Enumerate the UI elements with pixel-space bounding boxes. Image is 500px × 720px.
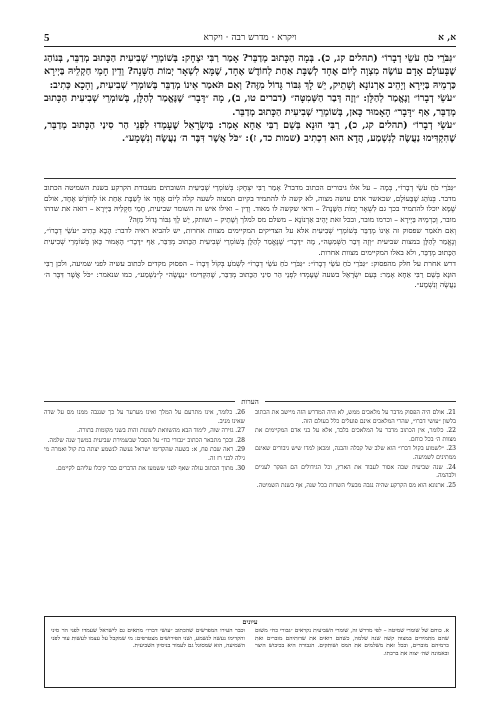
- main-midrash-text: [44, 52, 456, 146]
- main-paragraph-2: ״עֹשֵׂי דְבָרוֹ״ וְנֶאֱמַר לְהַלָּן: ״וְזֶה דְּבַר הַשְּׁמִטָּה״ (דברים טו, ב), מָה ״דָּבָר״ שֶׁנֶּאֱמַר לְהַלָּן, בְּשׁוֹמְרֵי שְׁבִיעִית הַכָּתוּב מְדַבֵּר, אַף ״דָּבָר״ הָאָמוּר כָּאן, בְּשׁוֹמְרֵי שְׁבִיעִית הַכָּתוּב מְדַבֵּר.: [44, 93, 456, 118]
- footnote: 22. כלומר, אין הכתוב מדבר על המלאכים בלבד, אלא על בני אדם המקיימים את מצוות ה׳ בכל כוחם.: [255, 427, 456, 443]
- footnotes-column-right: [255, 409, 456, 491]
- insights-columns: [45, 627, 455, 660]
- chapter-reference: א, א: [438, 33, 456, 43]
- notes-heading-label: הערות: [235, 398, 265, 406]
- footnote: 25. ארנונא הוא מס הקרקע שהיה נגבה מבעלי השדות בכל שנה, אף בשנת השמיטה.: [256, 481, 456, 489]
- running-title: ויקרא · מדרש רבה · ויקרא: [203, 33, 297, 43]
- main-divider: [44, 178, 456, 179]
- footnote: 28. ובכך מתבאר הכתוב ״גבורי כח״ על הסבל שבשמירת שביעית במשך שנה שלמה.: [47, 436, 245, 444]
- notes-heading: [0, 398, 500, 406]
- footnote: 24. שנה שביעית שבה אסור לעבוד את הארץ, וכל הגידולים הם הפקר לעניים ולבהמה.: [255, 463, 456, 480]
- commentary-paragraph-2: וְאִם תֹּאמַר שפסוק זה אֵינוֹ מְדַבֵּר בְּשׁוֹמְרֵי שְׁבִיעִית אלא על הצדיקים המקיימים מצוות אחרות, יש להביא ראיה לדבר: הָכָא כְּתִיב ״עֹשֵׂי דְבָרוֹ״, וְנֶאֱמַר לְהַלָּן במצות שביעית ״וְזֶה דְּבַר הַשְּׁמִטָּה״, מָה ״דָּבָר״ שֶׁנֶּאֱמַר לְהַלָּן בְּשׁוֹמְרֵי שְׁבִיעִית הַכָּתוּב מְדַבֵּר, אַף ״דָּבָר״ הָאָמוּר כָּאן בְּשׁוֹמְרֵי שְׁבִיעִית הַכָּתוּב מְדַבֵּר, ולא באלו המקיימים מצוות אחרות.: [44, 226, 456, 257]
- footnote: 23. ״לשמוע בקול דברו״ הוא שלב של קבלה והבנה, ומכאן למדו שיש גיבורים שאינם ממתינים לשמיעה.: [255, 445, 456, 461]
- footnote: 30. מתוך הכתוב עולה שאף לפני ששמעו את הדברים כבר קיבלו עליהם לקיימם.: [55, 464, 245, 472]
- running-header: [44, 32, 456, 47]
- footnote: 26. כלומר, אינו מתרעם על המלך ואינו מערער על כך שנגבה ממנו מס על שדה שאינו מניב.: [44, 409, 245, 425]
- main-paragraph-3: ״עֹשֵׂי דְבָרוֹ״ (תהלים קג, כ), רַבִּי הוּנָא בְּשֵׁם רַבִּי אַחָא אָמַר: בְּיִשְׂרָאֵל שֶׁעָמְדוּ לִפְנֵי הַר סִינַי הַכָּתוּב מְדַבֵּר, שֶׁהִקְדִּימוּ נַעֲשֶׂה לְנִשְׁמַע, הֲדָא הוּא דִכְתִיב (שמות כד, ז): ״כֹּל אֲשֶׁר דִּבֶּר ה׳ נַעֲשֶׂה וְנִשְׁמָע״.: [44, 120, 456, 145]
- footnote: 29. ראה שבת פח, א: בשעה שהקדימו ישראל נעשה לנשמע יצתה בת קול ואמרה מי גילה לבני רז זה.: [44, 446, 245, 462]
- insights-column-right: א. כוחם של שומרי שמיטה – לפי מדרש זה, שומרי השביעית נקראים ״גבורי כח״ משום שהם מתמידים במצוה קשה שנה שלמה, כשהם רואים את שדותיהם מוברים ואת כרמיהם מוברים, ובכל זאת משלמים את המס ושותקים. הגבורה היא בכיבוש היצר ובאמונה שה׳ יצוה את ברכתו.: [255, 627, 449, 658]
- commentary-text: [44, 183, 456, 292]
- insights-box: [44, 616, 456, 688]
- insights-column-left: וכבר העירו המפרשים שהכתוב ״עושי דברו״ מתאים גם לישראל שעמדו לפני הר סיני והקדימו נעשה לנשמע, ושני הפירושים מצטרפים: מי שמקבל על עצמו לעשות עוד לפני השמיעה, הוא שמסוגל גם לעמוד בניסיון השביעית.: [51, 627, 245, 650]
- footnotes-column-left: [44, 409, 245, 491]
- commentary-paragraph-1: ״גִּבֹּרֵי כֹחַ עֹשֵׂי דְבָרוֹ״, בְּמָה – על אלו גיבורים הכתוב מדבר? אָמַר רַבִּי יִצְחָק: בְּשׁוֹמְרֵי שְׁבִיעִית השובתים מעבודת הקרקע בשנת השמיטה הכתוב מדבר. בְּנוֹהַג שֶׁבָּעוֹלָם, שכאשר אדם עושה מצוה, לא קשה לו להתמיד בקיום המצוה לשעה קלה לְיוֹם אֶחָד אוֹ לְשַׁבָּת אַחַת אוֹ לְחוֹדֶשׁ אֶחָד, אולם שֶׁמָּא יוכלו להתמיד בכך גם לִשְׁאָר יְמוֹת הַשָּׁנָה? – ודאי שקשה לו מאוד. וְדֵין – ואילו איש זה השומר שביעית, חָמֵי חַקְלֵיהּ בַּיְירָא – רואה את שדהו מובר, וְכַרְמֵיהּ בַּיְירָא – וכרמו מובר, ובכל זאת יָהֵיב אַרְנוֹנָא – משלם מס למלך וְשָׁתֵיק – ושותק, יֵשׁ לָךְ גִּבּוֹר גָּדוֹל מִזֶּה?: [44, 183, 456, 224]
- footnote: 21. אולם היה הפסוק מדבר על מלאכים ממש, לא היה המדרש הזה מיישב את הכתוב בלשון ״עושי דברו״, שהרי המלאכים אינם פועלים כלל בעולם הזה.: [255, 409, 456, 425]
- footnote: 27. גזירה שוה, לימוד הבא מהשוואת לשונות זהות בשני מקומות בתורה.: [76, 427, 245, 435]
- commentary-paragraph-3: דרש אחרת על חלק מהפסוק: ״גִּבֹּרֵי כֹחַ עֹשֵׂי דְבָרוֹ״: ״גִּבֹּרֵי כֹחַ עֹשֵׂי דְבָרוֹ״ לִשְׁמֹעַ בְּקוֹל דְּבָרוֹ – הפסוק מקדים לכתוב עשיה לפני שמיעה, ולכן רַבִּי הוּנָא בְּשֵׁם רַבִּי אַחָא אָמַר: בְּעַם יִשְׂרָאֵל בשעה שֶׁעָמְדוּ לִפְנֵי הַר סִינַי הַכָּתוּב מְדַבֵּר, שֶׁהִקְדִּימוּ ״נַעֲשֶׂה״ לְ״נִשְׁמַע״, כמו שנאמר: ״כֹּל אֲשֶׁר דִּבֶּר ה׳ נַעֲשֶׂה וְנִשְׁמָע״.: [44, 259, 456, 290]
- footnotes: [44, 409, 456, 491]
- page-number: 5: [44, 32, 50, 44]
- insights-title: עיונים: [242, 618, 258, 626]
- main-paragraph-1: ״גִּבֹּרֵי כֹחַ עֹשֵׂי דְבָרוֹ״ (תהלים קג, כ). בְּמָה הַכָּתוּב מְדַבֵּר? אָמַר רַבִּי יִצְחָק: בְּשׁוֹמְרֵי שְׁבִיעִית הַכָּתוּב מְדַבֵּר, בְּנוֹהַג שֶׁבָּעוֹלָם אָדָם עוֹשֶׂה מִצְוָה לְיוֹם אֶחָד לְשַׁבָּת אַחַת לְחוֹדֶשׁ אֶחָד, שֶׁמָּא לִשְׁאָר יְמוֹת הַשָּׁנָה? וְדֵין חָמֵי חַקְלֵיהּ בַּיְירָא כַּרְמֵיהּ בַּיְירָא וְיָהֵיב אַרְנוֹנָא וְשָׁתֵיק, יֵשׁ לָךְ גִּבּוֹר גָּדוֹל מִזֶּה? וְאִם תֹּאמַר אֵינוֹ מְדַבֵּר בְּשׁוֹמְרֵי שְׁבִיעִית, וְהָכָא כְּתִיב:: [44, 53, 456, 91]
